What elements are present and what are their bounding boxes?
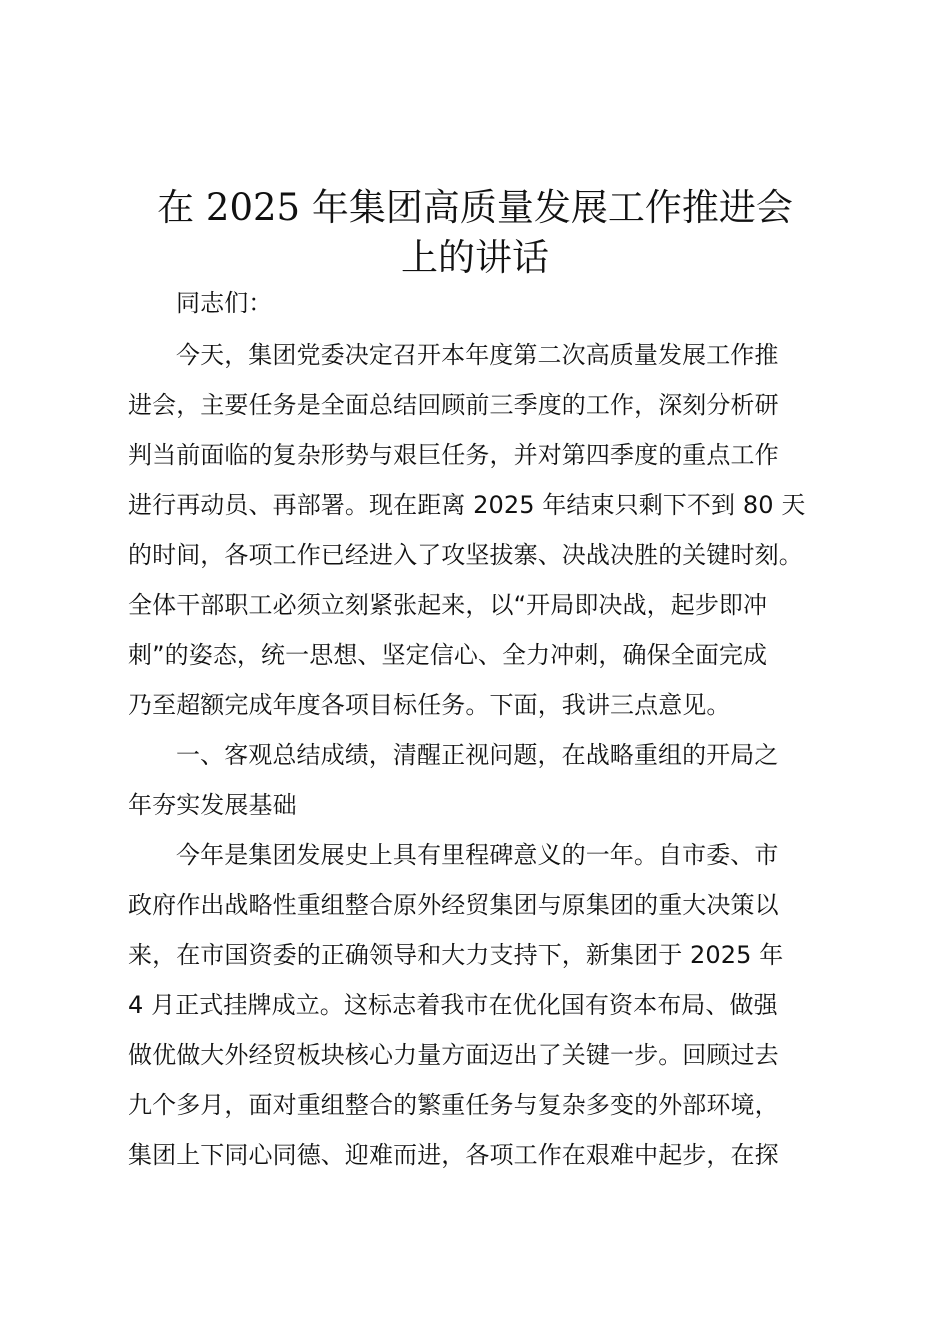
paragraph-line: 今年是集团发展史上具有里程碑意义的一年。自市委、市 (176, 841, 779, 869)
paragraph-line: 来，在市国资委的正确领导和大力支持下，新集团于 2025 年 (128, 941, 784, 969)
document-title-line-2: 上的讲话 (401, 236, 549, 279)
paragraph-line: 全体干部职工必须立刻紧张起来，以“开局即决战，起步即冲 (128, 591, 768, 619)
paragraph-line: 进行再动员、再部署。现在距离 2025 年结束只剩下不到 80 天 (128, 491, 806, 519)
document-title-line-1: 在 2025 年集团高质量发展工作推进会 (157, 186, 793, 229)
paragraph-line: 进会，主要任务是全面总结回顾前三季度的工作，深刻分析研 (128, 391, 779, 419)
paragraph-line: 政府作出战略性重组整合原外经贸集团与原集团的重大决策以 (128, 891, 779, 919)
paragraph-line: 做优做大外经贸板块核心力量方面迈出了关键一步。回顾过去 (128, 1041, 779, 1069)
paragraph-line: 集团上下同心同德、迎难而进，各项工作在艰难中起步，在探 (128, 1141, 779, 1169)
paragraph-line: 九个多月，面对重组整合的繁重任务与复杂多变的外部环境， (128, 1091, 779, 1119)
paragraph-line: 乃至超额完成年度各项目标任务。下面，我讲三点意见。 (128, 691, 731, 719)
paragraph-line: 4 月正式挂牌成立。这标志着我市在优化国有资本布局、做强 (128, 991, 778, 1019)
section-heading-line: 年夯实发展基础 (128, 791, 297, 819)
paragraph-line: 判当前面临的复杂形势与艰巨任务，并对第四季度的重点工作 (128, 441, 779, 469)
greeting: 同志们： (176, 289, 273, 317)
paragraph-line: 刺”的姿态，统一思想、坚定信心、全力冲刺，确保全面完成 (128, 641, 768, 669)
section-heading-line: 一、客观总结成绩，清醒正视问题，在战略重组的开局之 (176, 741, 779, 769)
paragraph-line: 的时间，各项工作已经进入了攻坚拔寨、决战决胜的关键时刻。 (128, 541, 803, 569)
paragraph-line: 今天，集团党委决定召开本年度第二次高质量发展工作推 (176, 341, 779, 369)
